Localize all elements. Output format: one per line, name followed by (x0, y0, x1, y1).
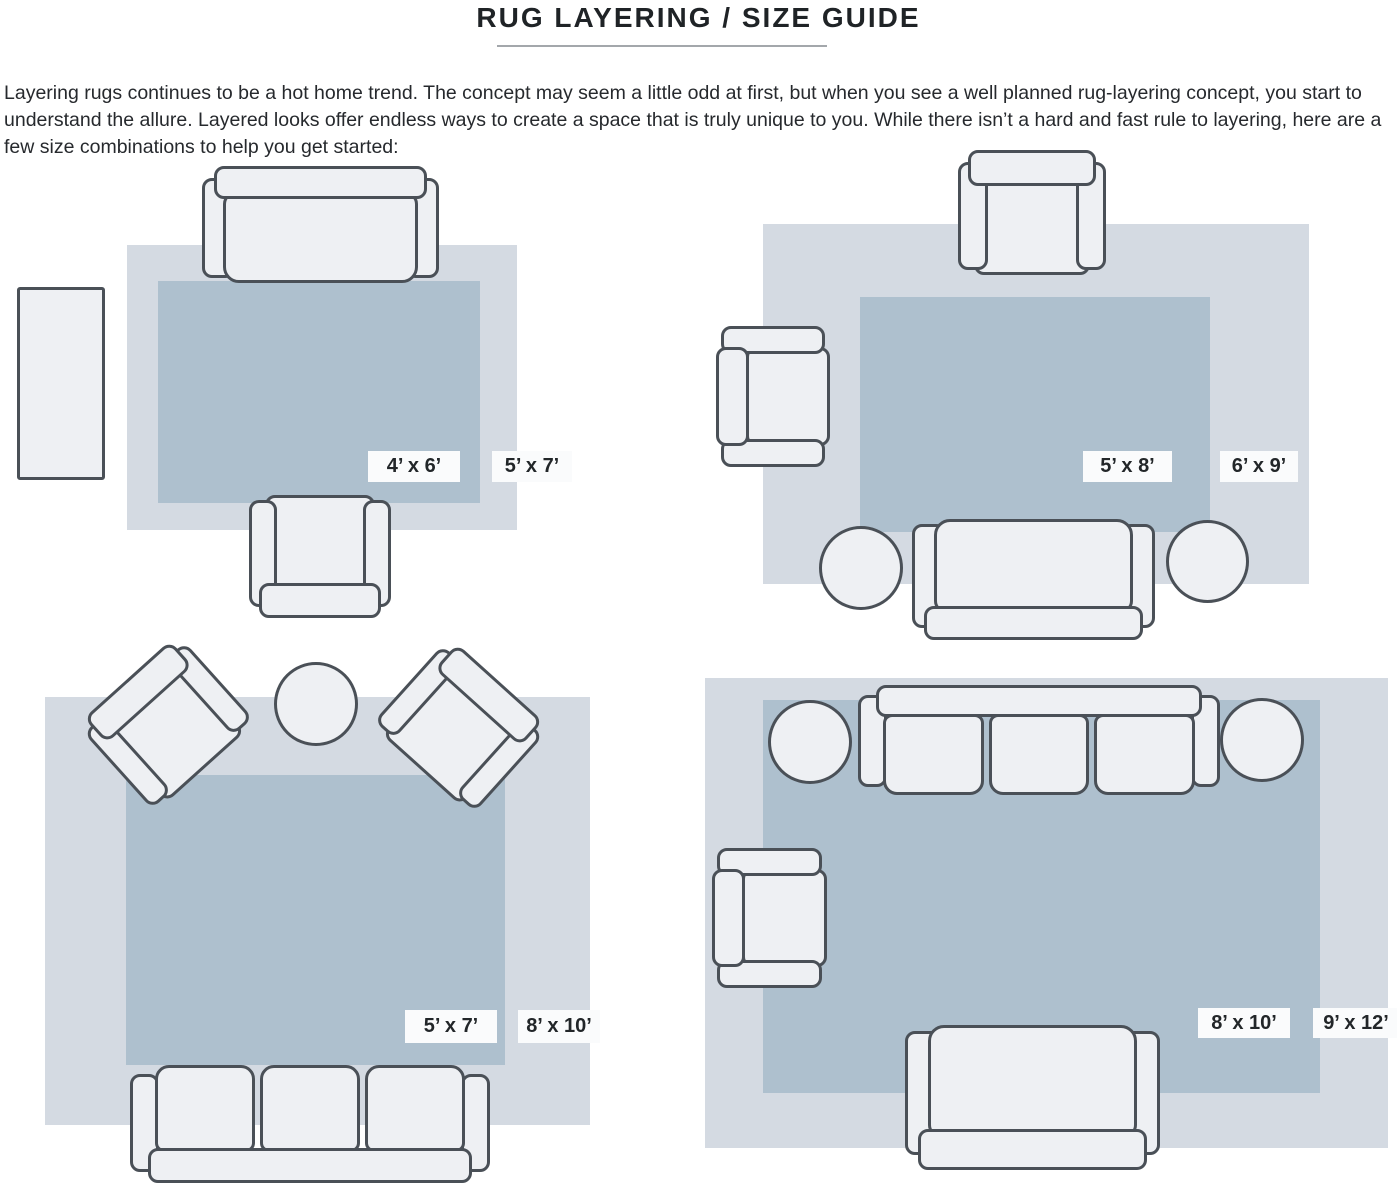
sofa-cushions (883, 714, 1194, 795)
size-label-text: 5’ x 7’ (504, 455, 560, 477)
sofa (912, 517, 1155, 640)
sofa (202, 166, 439, 285)
armchair-backrest (259, 583, 381, 618)
sofa-cushions (155, 1065, 465, 1151)
size-label-overlay (1083, 451, 1172, 482)
three-seat-sofa (858, 685, 1220, 797)
size-label-base (1220, 451, 1298, 482)
size-label-text: 5’ x 7’ (423, 1015, 479, 1037)
armchair (712, 848, 827, 988)
armchair (249, 492, 391, 618)
sofa-cushion (1094, 714, 1194, 795)
round-side-table (819, 526, 903, 610)
size-label-text: 8’ x 10’ (526, 1015, 592, 1037)
round-side-table (1166, 520, 1249, 603)
sofa-backrest (918, 1129, 1148, 1170)
size-label-overlay (368, 451, 460, 482)
armchair-seat (974, 170, 1089, 275)
page-title: RUG LAYERING / SIZE GUIDE (476, 2, 921, 33)
sofa-seat (223, 192, 417, 282)
rug-overlay (860, 297, 1210, 532)
round-side-table (274, 662, 358, 746)
armchair-backrest (968, 150, 1095, 186)
armchair (958, 150, 1106, 278)
size-label-text: 8’ x 10’ (1211, 1011, 1277, 1034)
armchair (716, 326, 830, 467)
sofa-seat (934, 519, 1133, 612)
sofa-seat (928, 1025, 1137, 1137)
console-table (17, 287, 105, 480)
size-label-overlay (405, 1010, 497, 1043)
round-side-table (1220, 698, 1304, 782)
sofa-cushion (260, 1065, 360, 1151)
three-seat-sofa (130, 1063, 490, 1183)
size-label-text: 6’ x 9’ (1231, 455, 1287, 477)
armchair-backrest (712, 869, 745, 967)
size-label-base (518, 1010, 600, 1043)
sofa-cushion (155, 1065, 255, 1151)
size-label-text: 5’ x 8’ (1100, 455, 1155, 477)
sofa-backrest (148, 1148, 472, 1183)
armchair-seat (746, 347, 830, 446)
sofa-backrest (876, 685, 1202, 717)
armchair-backrest (716, 347, 749, 446)
loveseat (905, 1022, 1160, 1170)
round-side-table (768, 700, 852, 784)
size-label-text: 9’ x 12’ (1323, 1011, 1389, 1034)
sofa-cushion (883, 714, 983, 795)
sofa-cushion (989, 714, 1089, 795)
intro-paragraph: Layering rugs continues to be a hot home trend. The concept may seem a little odd at first, but when you see a well planned rug-layering concept, you start to understand the allure. Layered looks offer endless ways to create a space that is truly unique to you. While there isn’t a hard and fast rule to layering, here are a few size combinations to help you get started: (4, 82, 1382, 158)
size-label-text: 4’ x 6’ (386, 455, 442, 477)
sofa-backrest (214, 166, 427, 199)
title-divider (497, 45, 827, 47)
size-label-base (1313, 1008, 1397, 1038)
sofa-backrest (924, 606, 1143, 640)
size-label-base (492, 451, 572, 482)
size-label-overlay (1198, 1008, 1290, 1038)
armchair-seat (742, 869, 827, 967)
sofa-cushion (365, 1065, 465, 1151)
